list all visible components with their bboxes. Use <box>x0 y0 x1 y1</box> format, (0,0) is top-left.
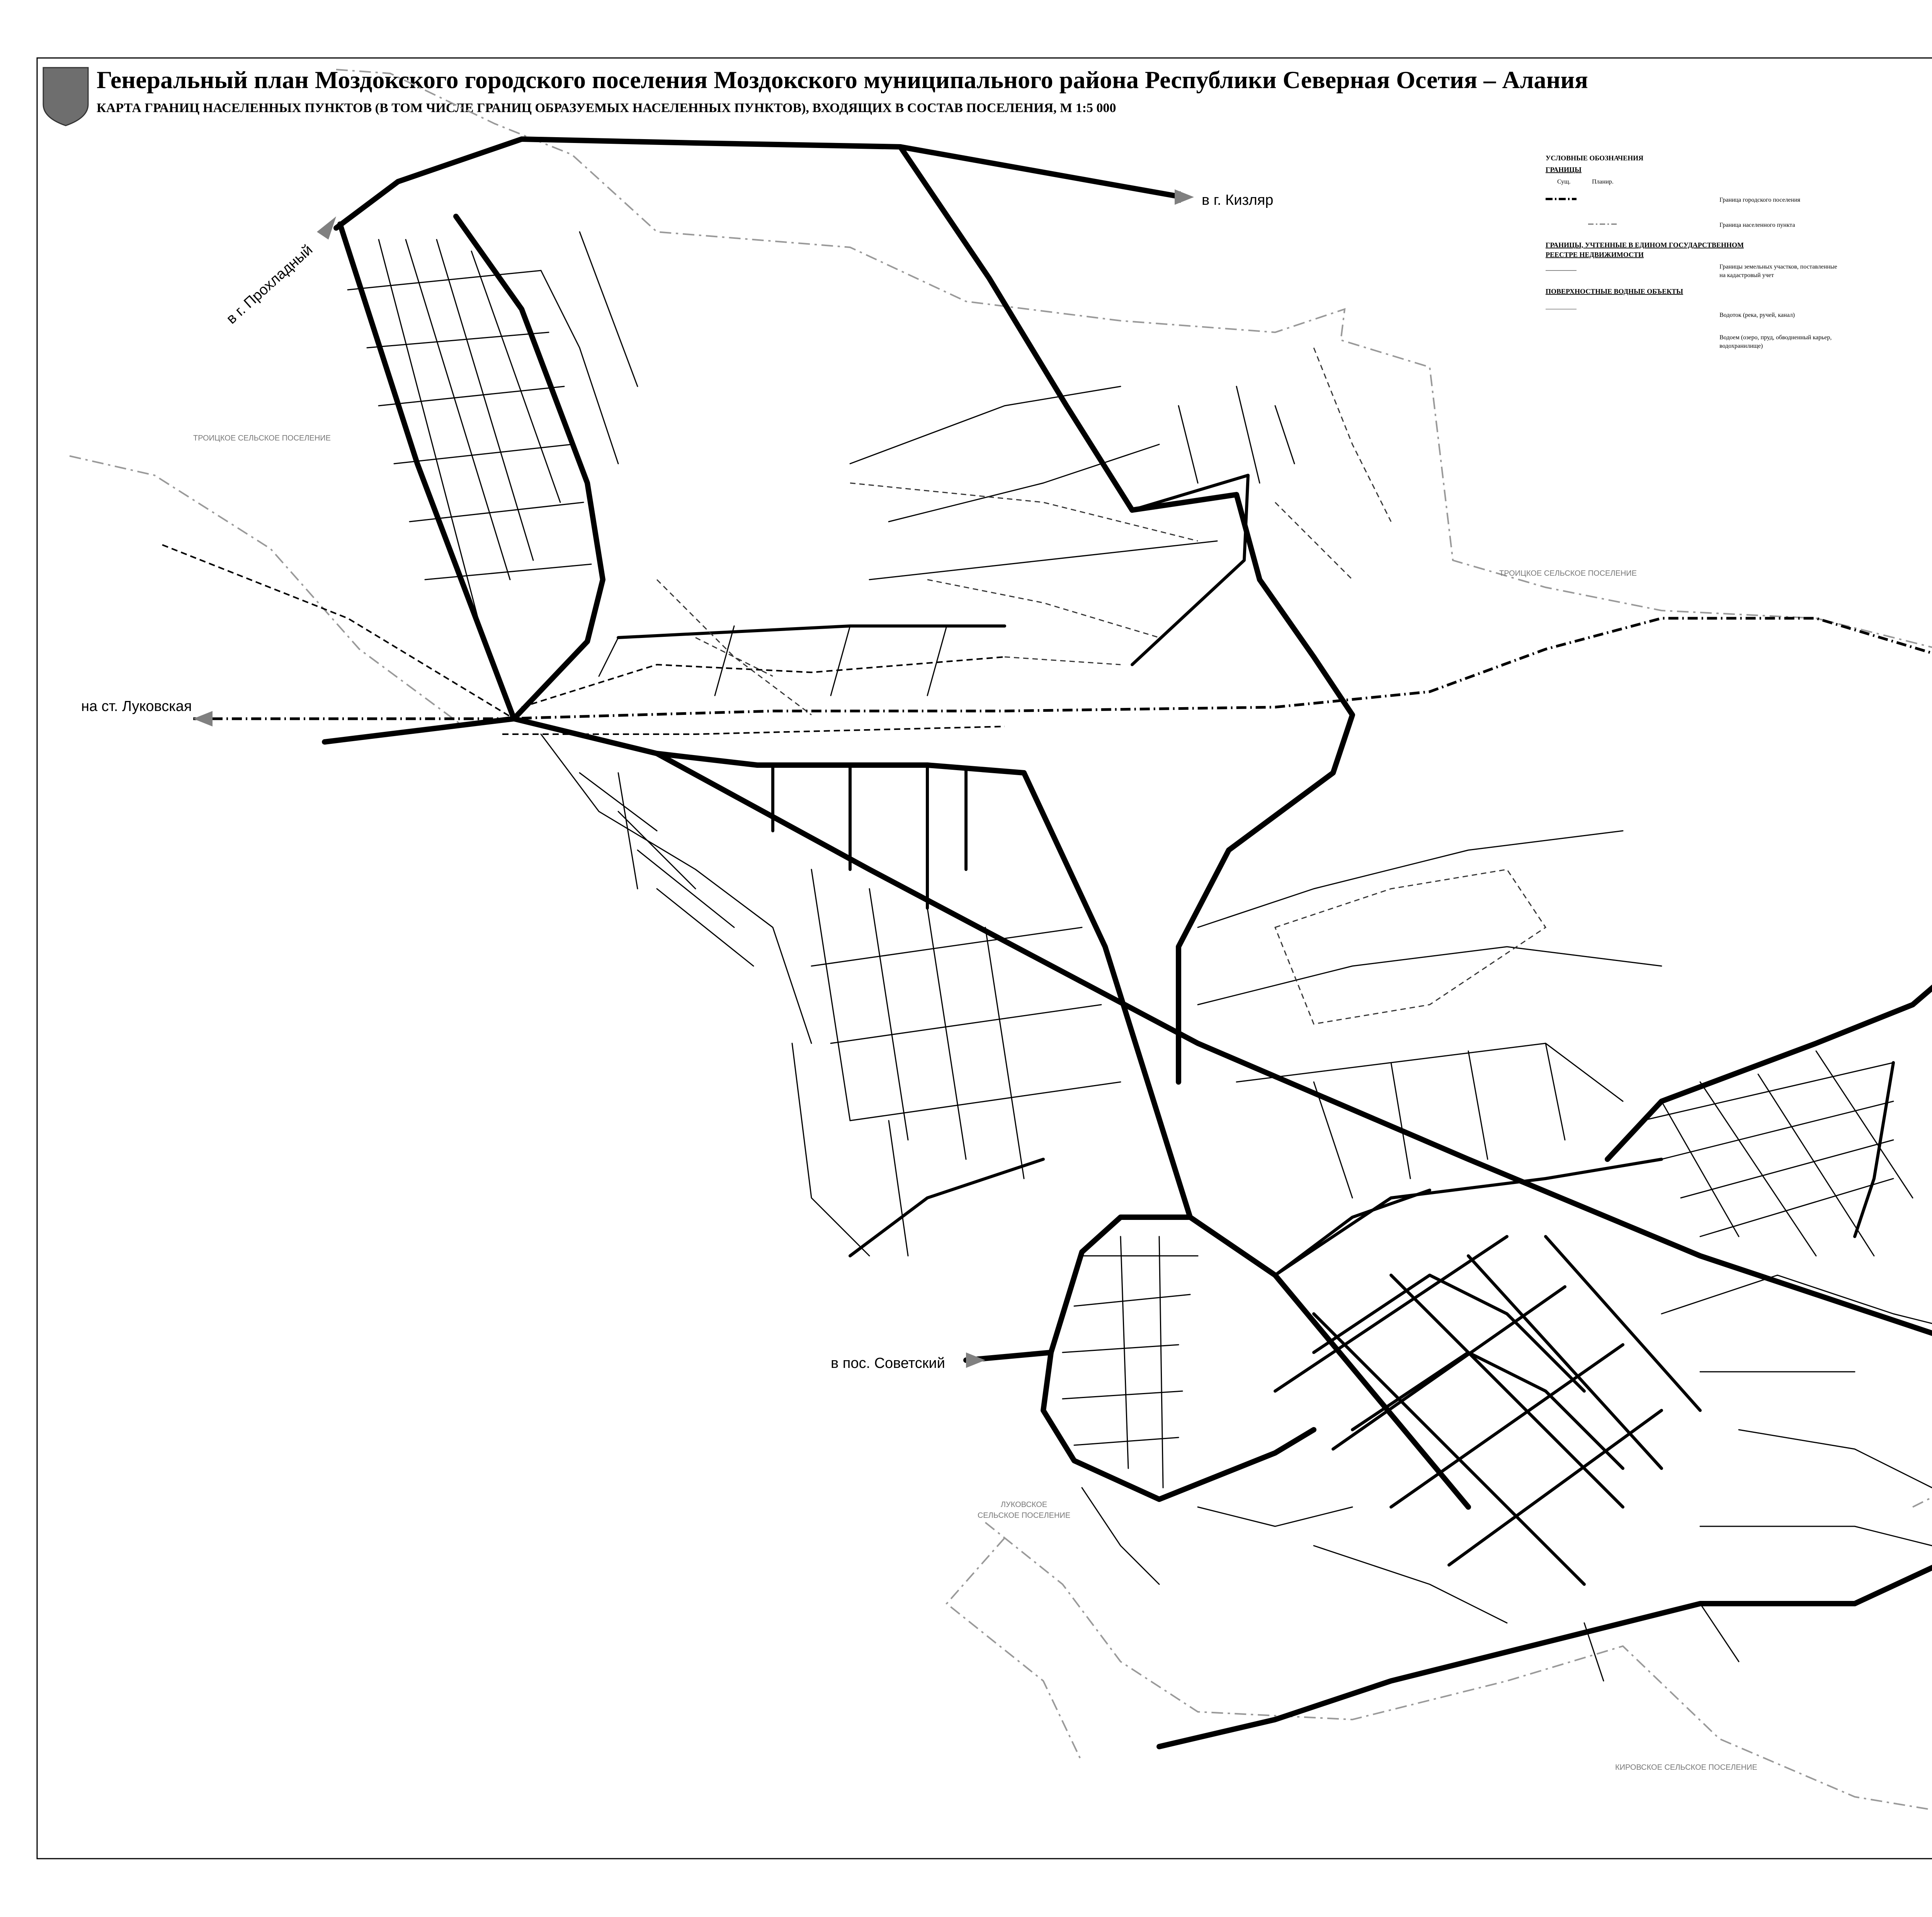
major-roads <box>325 139 1932 1747</box>
legend-item-water-2: Водоем (озеро, пруд, обводненный карьер, <box>1719 334 1832 341</box>
legend-item-city-boundary: Граница городского поселения <box>1719 197 1801 203</box>
railway-lines <box>162 545 1932 734</box>
region-troitskoe-west: ТРОИЦКОЕ СЕЛЬСКОЕ ПОСЕЛЕНИЕ <box>193 434 331 442</box>
sovetsky-arrow-icon <box>966 1352 985 1368</box>
legend-item-water-1: Водоток (река, ручей, канал) <box>1719 312 1795 318</box>
label-to-kizlyar: в г. Кизляр <box>1202 192 1274 208</box>
label-to-lukovskaya: на ст. Луковская <box>81 698 192 714</box>
sheet-frame <box>37 58 1932 1859</box>
map-subtitle: КАРТА ГРАНИЦ НАСЕЛЕННЫХ ПУНКТОВ (В ТОМ ЧИСЛЕ ГРАНИЦ ОБРАЗУЕМЫХ НАСЕЛЕННЫХ ПУНКТОВ), ВХОДЯЩИХ В СОСТАВ ПОСЕЛЕНИЯ, М 1:5 000 <box>97 101 1116 115</box>
legend-egrn-heading-1: ГРАНИЦЫ, УЧТЕННЫЕ В ЕДИНОМ ГОСУДАРСТВЕННОМ <box>1546 241 1744 249</box>
map-title: Генеральный план Моздокского городского поселения Моздокского муниципального района Республики Северная Осетия – Алания <box>97 66 1588 94</box>
legend-water-heading: ПОВЕРХНОСТНЫЕ ВОДНЫЕ ОБЪЕКТЫ <box>1546 287 1683 295</box>
coat-of-arms-icon <box>43 68 88 126</box>
legend-item-land-2: на кадастровый учет <box>1719 272 1774 279</box>
direction-arrows <box>193 189 1932 1387</box>
legend-col-planned: Планир. <box>1592 179 1614 185</box>
lukovskaya-arrow-icon <box>193 711 213 726</box>
legend-heading: УСЛОВНЫЕ ОБОЗНАЧЕНИЯ <box>1546 154 1644 162</box>
legend-boundaries-heading: ГРАНИЦЫ <box>1546 166 1582 173</box>
prokhladny-arrow-icon <box>317 216 336 240</box>
local-streets <box>348 232 1932 1681</box>
region-lukovskoe-line1: ЛУКОВСКОЕ <box>1000 1500 1048 1509</box>
legend-item-settlement-boundary: Граница населенного пункта <box>1719 222 1795 228</box>
legend-boundaries <box>1546 154 1837 349</box>
district-roads <box>618 475 1932 1584</box>
legend-col-existing: Сущ. <box>1557 179 1571 185</box>
legend-item-land-1: Границы земельных участков, поставленные <box>1719 264 1837 270</box>
kizlyar-arrow-icon <box>1175 189 1194 205</box>
legend-item-water-3: водохранилище) <box>1719 343 1763 349</box>
label-to-prokhladny: в г. Прохладный <box>223 242 316 327</box>
region-kirovskoe: КИРОВСКОЕ СЕЛЬСКОЕ ПОСЕЛЕНИЕ <box>1615 1763 1757 1772</box>
region-troitskoe-central: ТРОИЦКОЕ СЕЛЬСКОЕ ПОСЕЛЕНИЕ <box>1499 569 1637 578</box>
legend-egrn-heading-2: РЕЕСТРЕ НЕДВИЖИМОСТИ <box>1546 251 1644 259</box>
label-to-sovetsky: в пос. Советский <box>831 1355 945 1371</box>
region-lukovskoe-line2: СЕЛЬСКОЕ ПОСЕЛЕНИЕ <box>977 1511 1071 1520</box>
settlement-boundaries <box>70 70 1932 1816</box>
